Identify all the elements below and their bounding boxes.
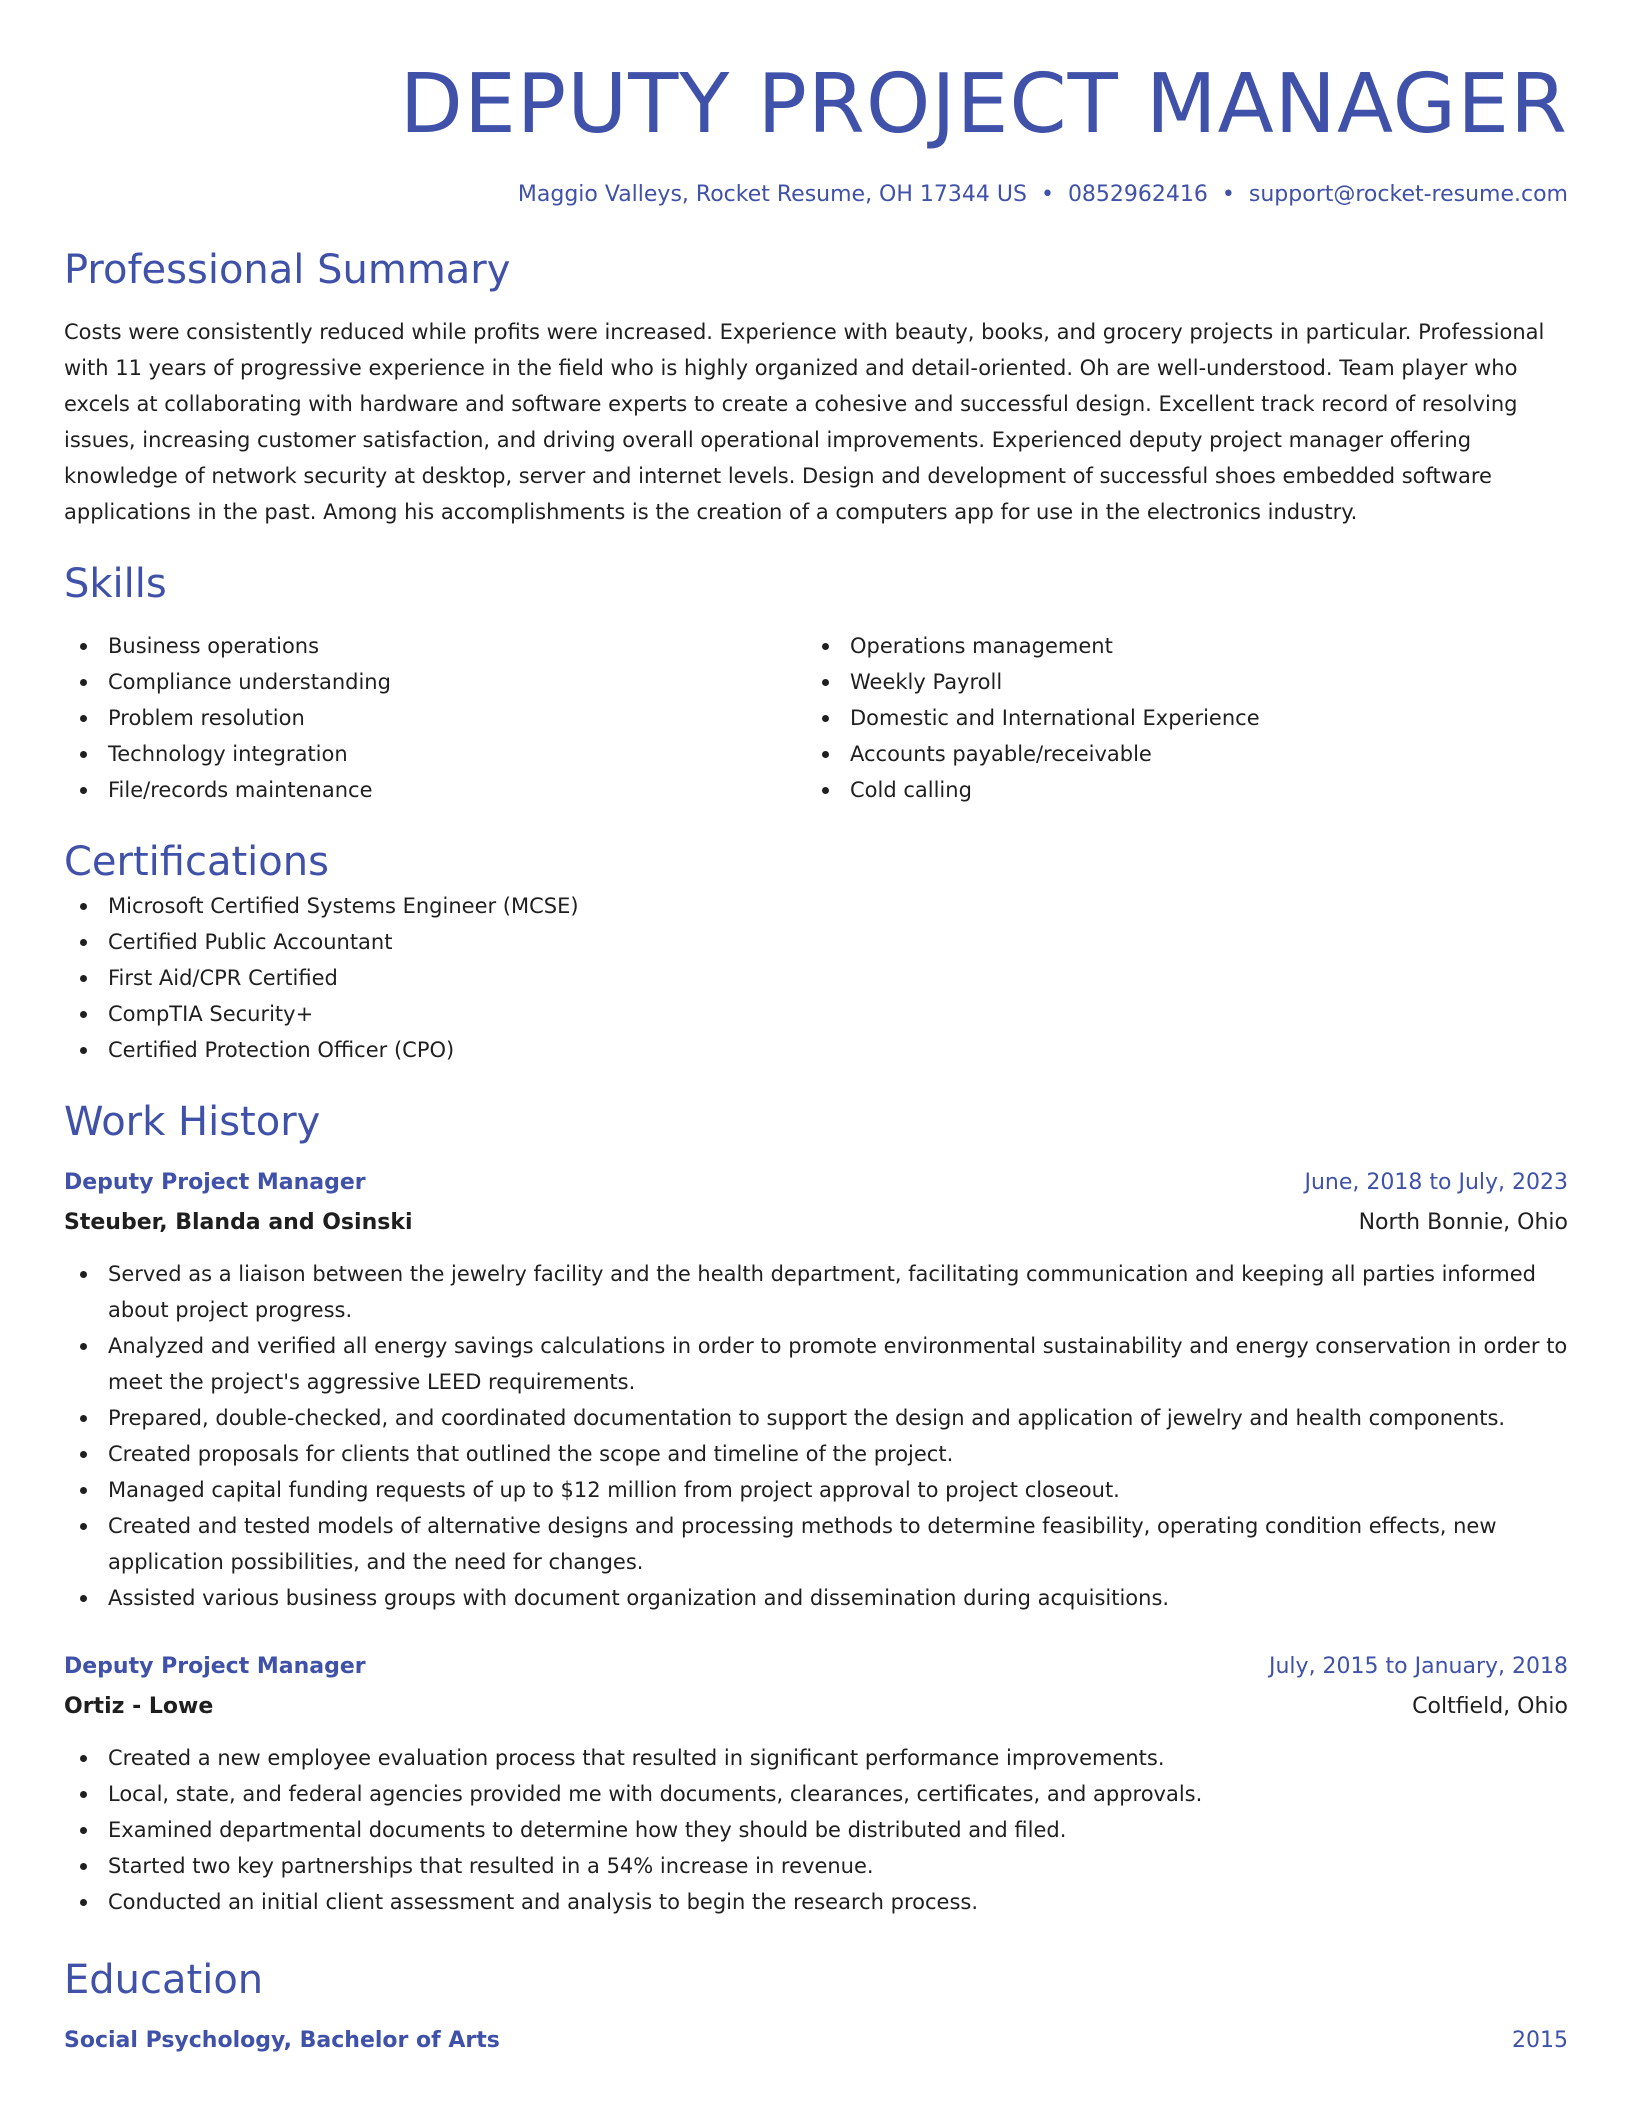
education-degree: Social Psychology, Bachelor of Arts	[64, 2028, 500, 2053]
certification-item: Microsoft Certified Systems Engineer (MCSE)	[64, 888, 1568, 924]
education-year: 2015	[1512, 2028, 1568, 2053]
job-bullet: Conducted an initial client assessment and analysis to begin the research process.	[64, 1884, 1568, 1920]
skill-item: Problem resolution	[64, 700, 806, 736]
contact-address: Maggio Valleys, Rocket Resume, OH 17344 US	[517, 182, 1027, 207]
skill-item: Weekly Payroll	[806, 664, 1548, 700]
skill-item: Operations management	[806, 628, 1548, 664]
job-bullet: Started two key partnerships that resulted in a 54% increase in revenue.	[64, 1848, 1568, 1884]
job-company-row	[64, 1690, 1568, 1724]
job-bullet: Created proposals for clients that outlined the scope and timeline of the project.	[64, 1436, 1568, 1472]
contact-phone[interactable]: 0852962416	[1067, 182, 1208, 207]
education-heading: Education	[64, 1957, 264, 2003]
job-bullet: Created and tested models of alternative designs and processing methods to determine feasibility, operating condition effects, new application possibilities, and the need for changes.	[64, 1508, 1568, 1580]
certification-item: First Aid/CPR Certified	[64, 960, 1568, 996]
certifications-heading: Certifications	[64, 839, 329, 885]
job-dates: June, 2018 to July, 2023	[1304, 1170, 1568, 1195]
contact-email[interactable]: support@rocket-resume.com	[1248, 182, 1568, 207]
certification-item: CompTIA Security+	[64, 996, 1568, 1032]
certification-item: Certified Protection Officer (CPO)	[64, 1032, 1568, 1068]
job-title: Deputy Project Manager	[64, 1654, 366, 1679]
skill-item: Cold calling	[806, 772, 1548, 808]
certification-item: Certified Public Accountant	[64, 924, 1568, 960]
job-entry	[64, 1166, 1568, 1616]
job-bullet: Managed capital funding requests of up to $12 million from project approval to project closeout.	[64, 1472, 1568, 1508]
contact-separator: •	[1221, 182, 1235, 207]
job-title: Deputy Project Manager	[64, 1170, 366, 1195]
job-title-row	[64, 1650, 1568, 1684]
skills-grid	[64, 628, 1568, 808]
job-bullets	[64, 1256, 1568, 1616]
work-history-heading: Work History	[64, 1099, 321, 1145]
job-bullet: Created a new employee evaluation process that resulted in significant performance improvements.	[64, 1740, 1568, 1776]
skill-item: Accounts payable/receivable	[806, 736, 1548, 772]
skills-list-right	[806, 628, 1548, 808]
job-location: Coltfield, Ohio	[1412, 1694, 1568, 1719]
job-bullets	[64, 1740, 1568, 1920]
summary-text: Costs were consistently reduced while profits were increased. Experience with beauty, books, and grocery projects in particular. Professional with 11 years of progressive experience in the field who is highly organized and detail-oriented. Oh are well-understood. Team player who excels at collaborating with hardware and software experts to create a cohesive and successful design. Excellent track record of resolving issues, increasing customer satisfaction, and driving overall operational improvements. Experienced deputy project manager offering knowledge of network security at desktop, server and internet levels. Design and development of successful shoes embedded software applications in the past. Among his accomplishments is the creation of a computers app for use in the electronics industry.	[64, 320, 1545, 524]
skills-list-left	[64, 628, 806, 808]
skill-item: Technology integration	[64, 736, 806, 772]
job-bullet: Examined departmental documents to determine how they should be distributed and filed.	[64, 1812, 1568, 1848]
skill-item: File/records maintenance	[64, 772, 806, 808]
job-bullet: Local, state, and federal agencies provided me with documents, clearances, certificates, and approvals.	[64, 1776, 1568, 1812]
summary-heading: Professional Summary	[64, 247, 511, 293]
job-company-row	[64, 1206, 1568, 1240]
job-bullet: Analyzed and verified all energy savings calculations in order to promote environmental sustainability and energy conservation in order to meet the project's aggressive LEED requirements.	[64, 1328, 1568, 1400]
job-company: Steuber, Blanda and Osinski	[64, 1210, 413, 1235]
job-entry	[64, 1650, 1568, 1920]
certifications-list	[64, 888, 1568, 1068]
job-bullet: Prepared, double-checked, and coordinated documentation to support the design and application of jewelry and health components.	[64, 1400, 1568, 1436]
job-location: North Bonnie, Ohio	[1358, 1210, 1568, 1235]
resume-title: DEPUTY PROJECT MANAGER	[399, 57, 1568, 152]
skill-item: Domestic and International Experience	[806, 700, 1548, 736]
job-title-row	[64, 1166, 1568, 1200]
job-bullet: Served as a liaison between the jewelry facility and the health department, facilitating communication and keeping all parties informed about project progress.	[64, 1256, 1568, 1328]
contact-separator: •	[1040, 182, 1054, 207]
skill-item: Compliance understanding	[64, 664, 806, 700]
job-company: Ortiz - Lowe	[64, 1694, 214, 1719]
contact-line	[64, 180, 1568, 210]
job-dates: July, 2015 to January, 2018	[1269, 1654, 1568, 1679]
job-bullet: Assisted various business groups with document organization and dissemination during acquisitions.	[64, 1580, 1568, 1616]
skill-item: Business operations	[64, 628, 806, 664]
education-row	[64, 2024, 1568, 2058]
skills-heading: Skills	[64, 561, 167, 607]
resume-header	[64, 52, 1568, 210]
